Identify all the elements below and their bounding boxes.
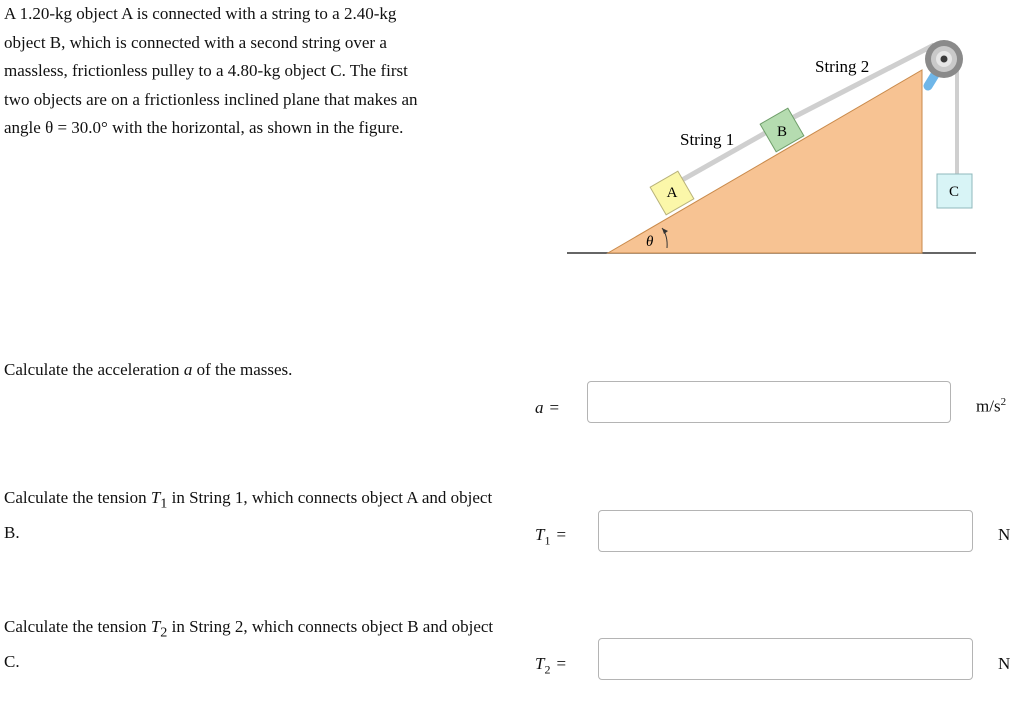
- problem-line: A 1.20-kg object A is connected with a string to a 2.40-kg: [4, 4, 397, 23]
- problem-line: massless, frictionless pulley to a 4.80-kg object C. The first: [4, 61, 408, 81]
- tension-1-unit: N: [998, 525, 1011, 544]
- problem-line: angle θ = 30.0° with the horizontal, as shown in the figure.: [4, 118, 404, 138]
- problem-statement: [4, 0, 494, 143]
- pulley: [925, 40, 963, 78]
- question-acceleration: Calculate the acceleration a of the masses.: [4, 360, 293, 379]
- string-2-label: String 2: [815, 57, 870, 76]
- inclined-plane: [608, 70, 922, 253]
- tension-2-unit: N: [998, 654, 1011, 673]
- problem-line: object B, which is connected with a second string over a: [4, 32, 387, 52]
- acceleration-input[interactable]: [587, 381, 951, 423]
- question-tension-2: Calculate the tension $T_2$ in String 2, which connects object B and object C.: [4, 617, 494, 672]
- theta-label: θ: [646, 234, 654, 250]
- tension-1-label: $T_1$ =: [535, 525, 567, 548]
- block-a-label: A: [666, 185, 678, 201]
- question-tension-1: Calculate the tension $T_1$ in String 1, which connects object A and object B.: [4, 488, 493, 543]
- problem-line: two objects are on a frictionless inclined plane that makes an: [4, 89, 418, 109]
- acceleration-unit: $m/s^2$: [976, 396, 1007, 416]
- block-b-label: B: [776, 124, 788, 140]
- tension-2-label: $T_2$ =: [535, 654, 567, 677]
- tension-1-input[interactable]: [598, 510, 973, 552]
- incline-pulley-figure: [560, 30, 980, 270]
- acceleration-label: a =: [535, 398, 560, 417]
- string-1-label: String 1: [680, 130, 735, 149]
- block-c-label: C: [948, 184, 960, 200]
- tension-2-input[interactable]: [598, 638, 973, 680]
